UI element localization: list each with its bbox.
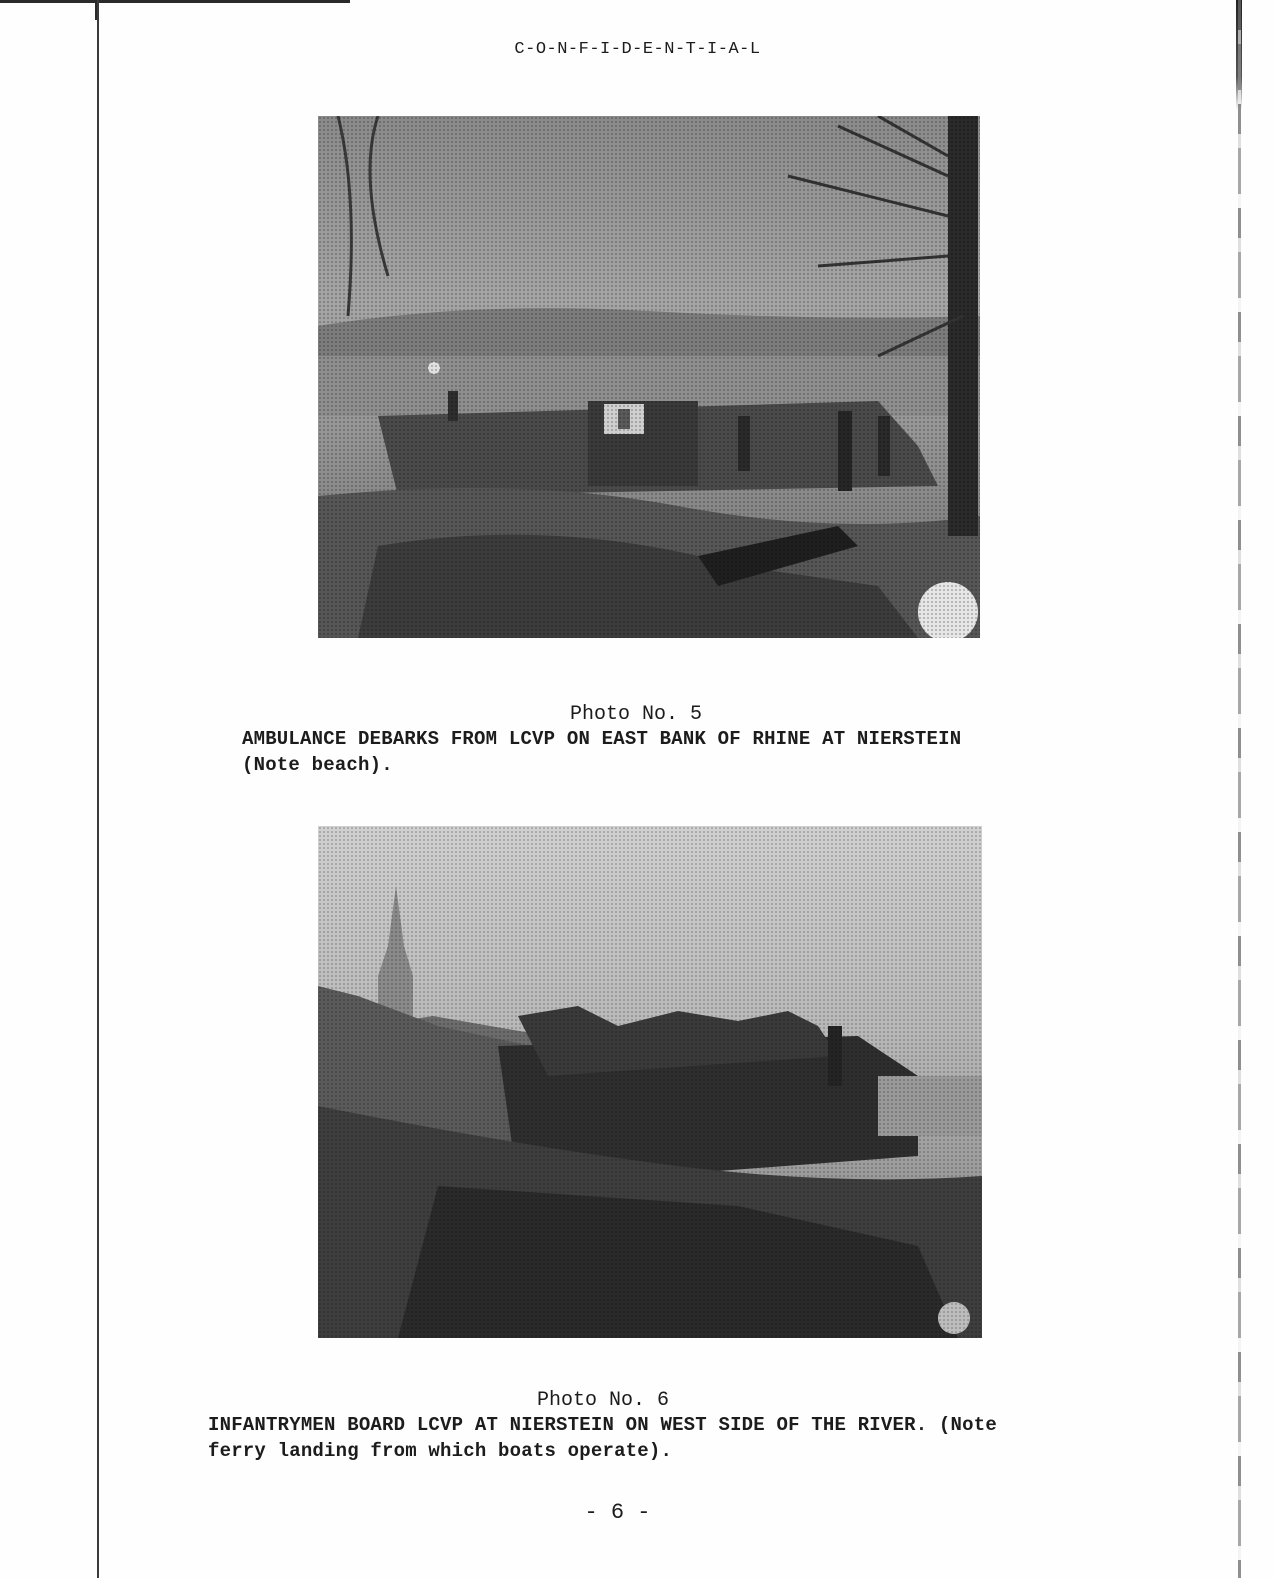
photo-6-halftone: [318, 826, 982, 1338]
page-number: - 6 -: [584, 1500, 651, 1525]
photo-6-label: Photo No. 6: [537, 1389, 670, 1412]
margin-rule-left: [97, 0, 99, 1578]
photo-6-caption-line-2: ferry landing from which boats operate).: [208, 1440, 673, 1462]
classification-header: C-O-N-F-I-D-E-N-T-I-A-L: [514, 40, 761, 59]
photo-5-halftone: [318, 116, 980, 638]
photo-5-caption-line-1: AMBULANCE DEBARKS FROM LCVP ON EAST BANK OF RHINE AT NIERSTEIN: [242, 728, 962, 750]
scan-edge-right: [1238, 0, 1241, 1578]
photo-6-image: [318, 826, 982, 1338]
photo-5-image: [318, 116, 980, 638]
scan-edge-top: [0, 0, 350, 3]
photo-5-label: Photo No. 5: [570, 703, 703, 726]
photo-6-caption-line-1: INFANTRYMEN BOARD LCVP AT NIERSTEIN ON WEST SIDE OF THE RIVER. (Note: [208, 1414, 997, 1436]
photo-5-caption-line-2: (Note beach).: [242, 754, 393, 776]
